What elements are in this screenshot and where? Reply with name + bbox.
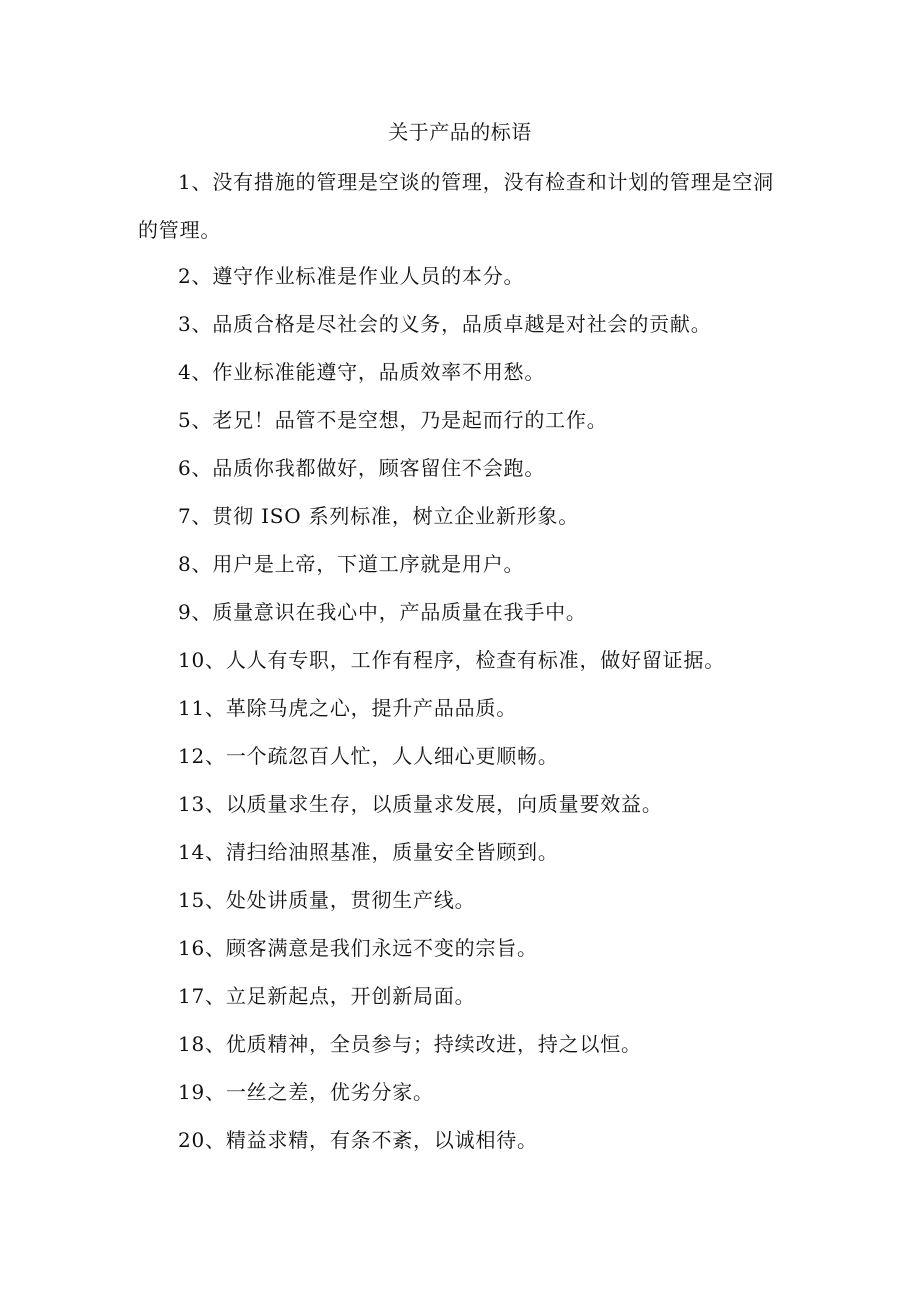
slogan-item-15: 15、处处讲质量，贯彻生产线。	[178, 888, 476, 912]
slogan-item-12: 12、一个疏忽百人忙，人人细心更顺畅。	[178, 744, 559, 768]
slogan-item-19: 19、一丝之差，优劣分家。	[178, 1080, 434, 1104]
slogan-item-8: 8、用户是上帝，下道工序就是用户。	[178, 552, 525, 576]
slogan-item-14: 14、清扫给油照基准，质量安全皆顾到。	[178, 840, 559, 864]
slogan-item-11: 11、革除马虎之心，提升产品品质。	[178, 696, 518, 720]
slogan-item-5: 5、老兄！品管不是空想，乃是起而行的工作。	[178, 408, 608, 432]
slogan-item-20: 20、精益求精，有条不紊，以诚相待。	[178, 1128, 538, 1152]
slogan-item-18: 18、优质精神，全员参与；持续改进，持之以恒。	[178, 1032, 642, 1056]
slogan-item-3: 3、品质合格是尽社会的义务，品质卓越是对社会的贡献。	[178, 312, 712, 336]
slogan-item-9: 9、质量意识在我心中，产品质量在我手中。	[178, 600, 587, 624]
document-title: 关于产品的标语	[388, 120, 532, 144]
slogan-item-1: 1、没有措施的管理是空谈的管理，没有检查和计划的管理是空洞的管理。	[138, 170, 774, 242]
slogan-item-4: 4、作业标准能遵守，品质效率不用愁。	[178, 360, 546, 384]
slogan-item-10: 10、人人有专职，工作有程序，检查有标准，做好留证据。	[178, 648, 726, 672]
slogan-item-2: 2、遵守作业标准是作业人员的本分。	[178, 264, 525, 288]
slogan-item-6: 6、品质你我都做好，顾客留住不会跑。	[178, 456, 546, 480]
slogan-item-17: 17、立足新起点，开创新局面。	[178, 984, 476, 1008]
slogan-item-13: 13、以质量求生存，以质量求发展，向质量要效益。	[178, 792, 663, 816]
slogan-item-7: 7、贯彻 ISO 系列标准，树立企业新形象。	[178, 504, 580, 528]
slogan-item-16: 16、顾客满意是我们永远不变的宗旨。	[178, 936, 538, 960]
